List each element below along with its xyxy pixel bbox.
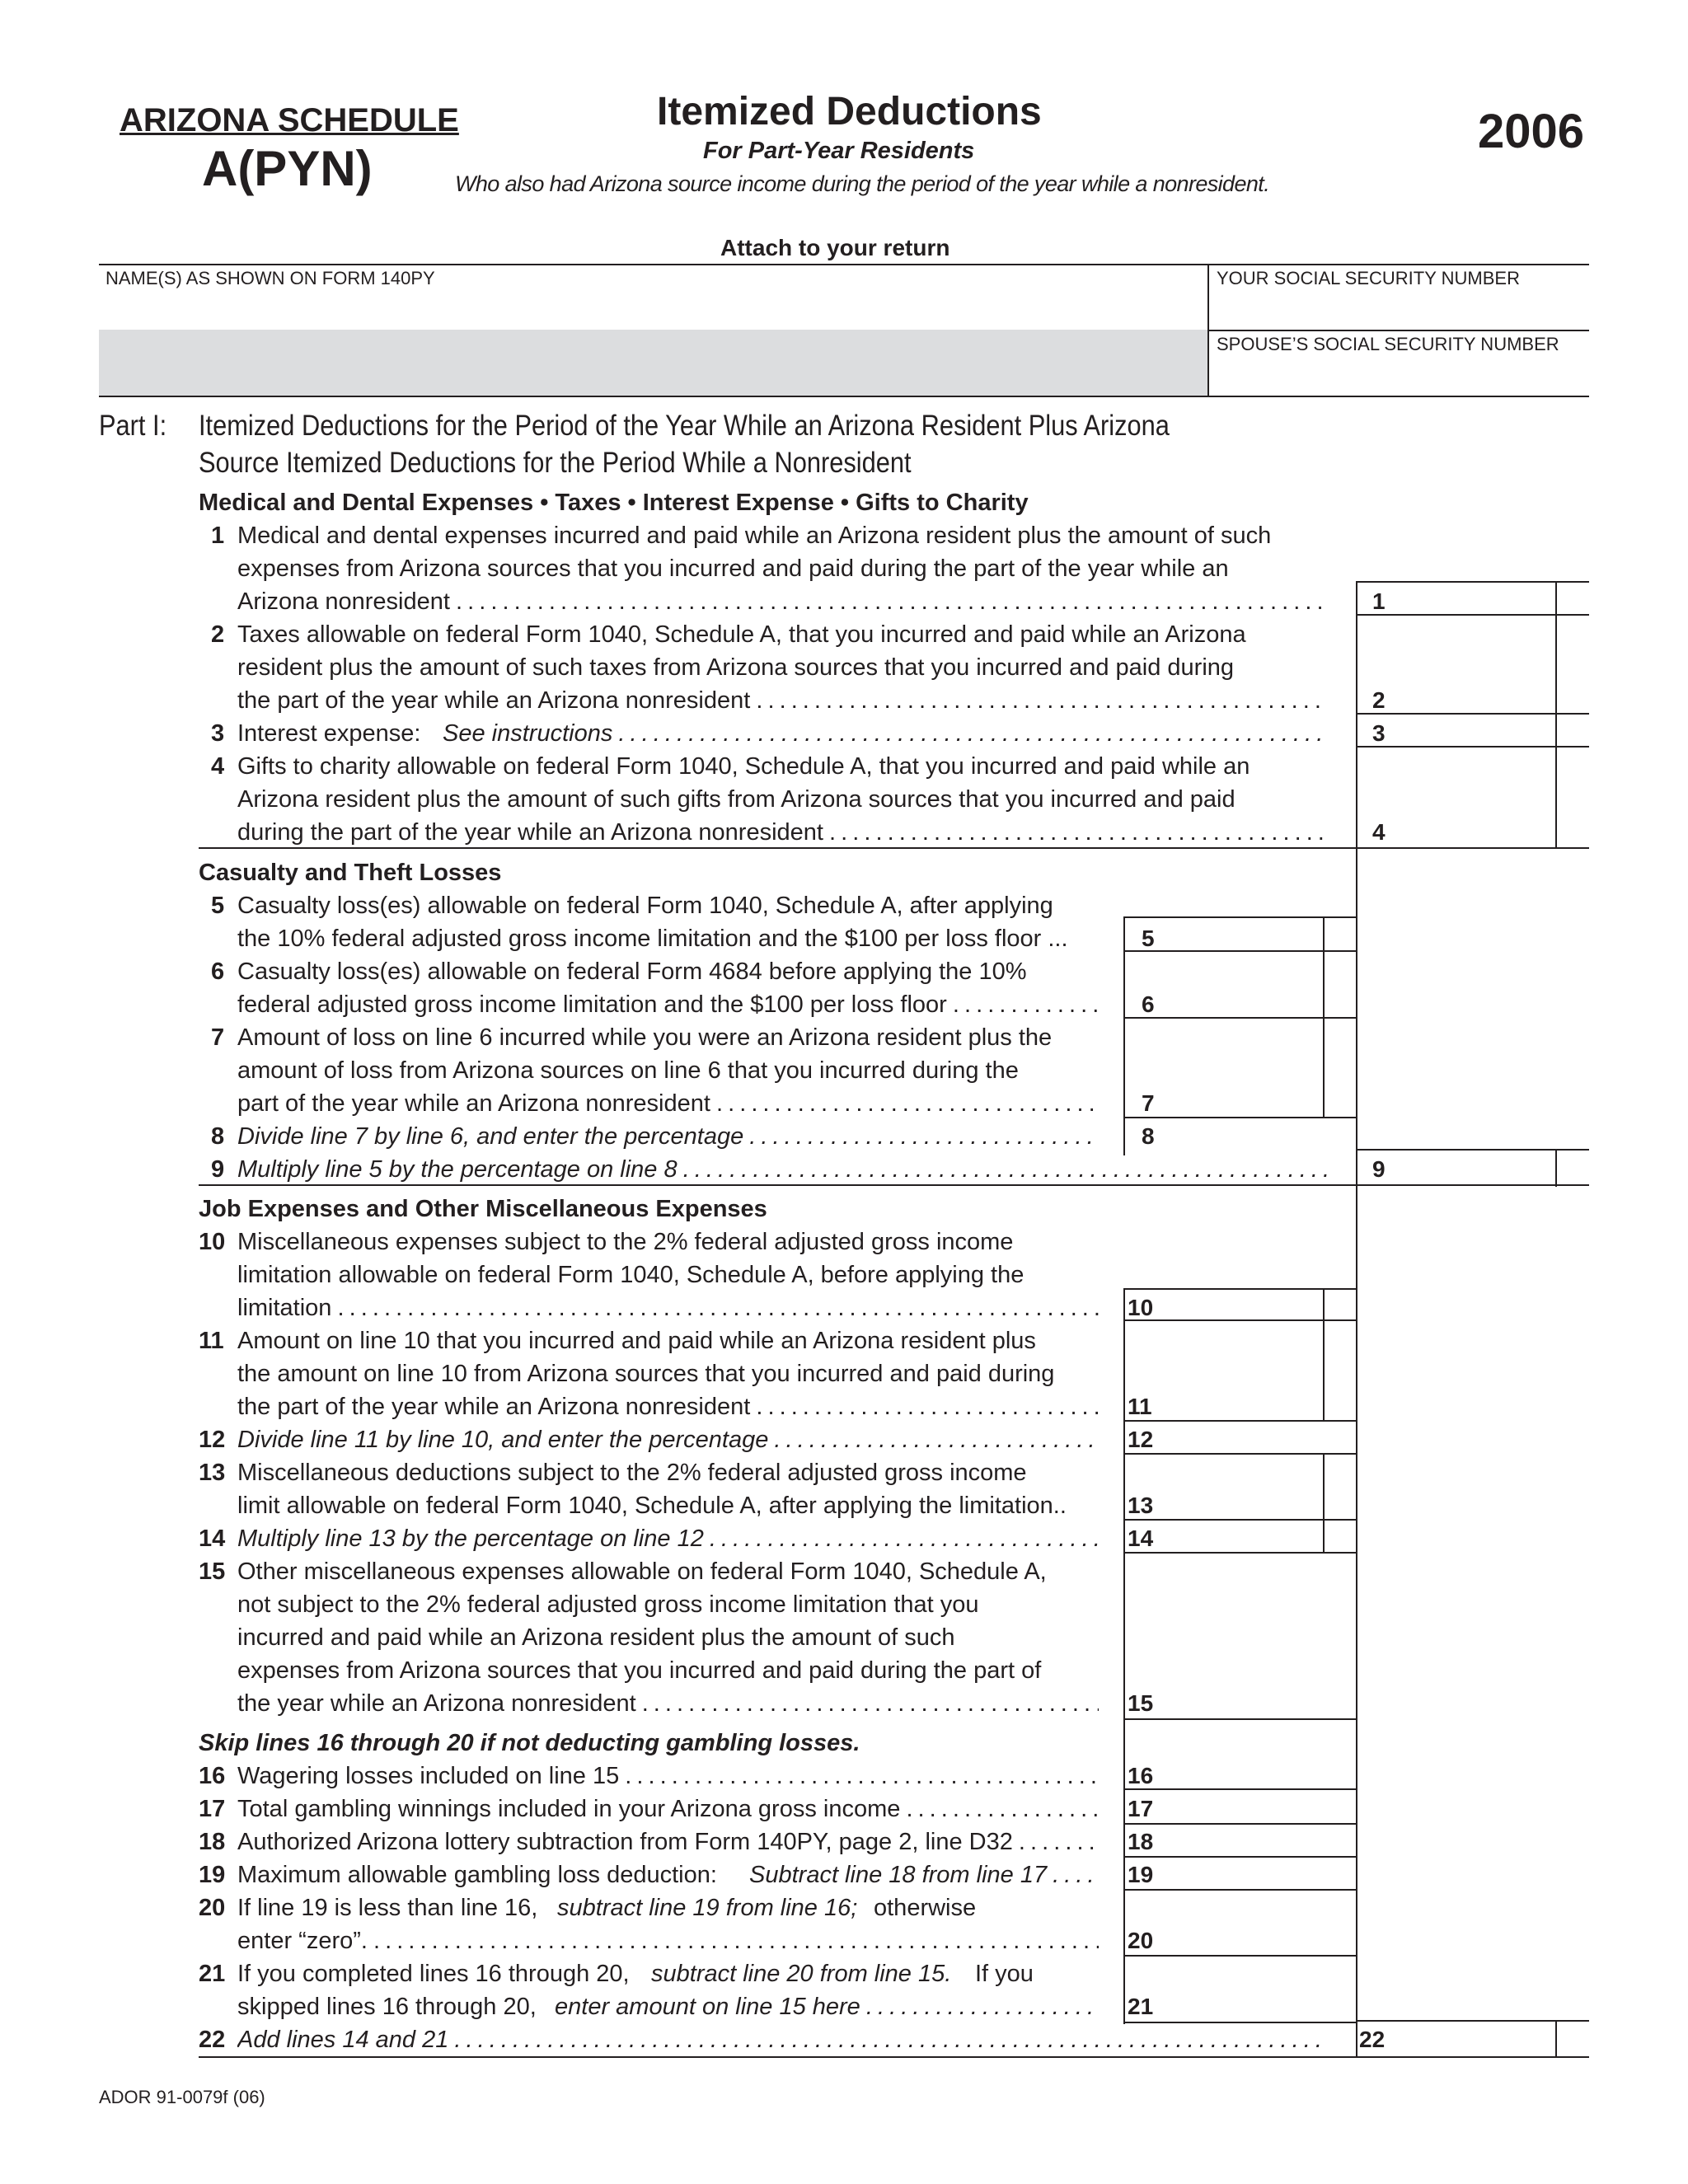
- line-1-text: Medical and dental expenses incurred and paid while an Arizona resident plus the amount of such: [237, 523, 1272, 549]
- rule: [1555, 1149, 1557, 1187]
- line-number: 19: [199, 1862, 226, 1888]
- line-14-amount[interactable]: [1160, 1521, 1322, 1552]
- line-19-text: Subtract line 18 from line 17 . . .: [749, 1862, 1099, 1889]
- line-7-text: amount of loss from Arizona sources on line 6 that you incurred during the: [237, 1057, 1019, 1084]
- line-number: 16: [199, 1763, 226, 1789]
- rule: [1123, 916, 1125, 1155]
- line-number: 9: [211, 1156, 225, 1183]
- line-21-text: skipped lines 16 through 20,: [237, 1994, 537, 2020]
- rule: [1123, 2022, 1357, 2023]
- line-11-text: Amount on line 10 that you incurred and paid while an Arizona resident plus: [237, 1328, 1036, 1354]
- line-box-number: 17: [1128, 1796, 1154, 1821]
- line-number: 13: [199, 1460, 226, 1486]
- line-box-number: 1: [1372, 588, 1386, 614]
- line-15-text: incurred and paid while an Arizona resident plus the amount of such: [237, 1624, 955, 1651]
- line-9-amount[interactable]: [1391, 1151, 1554, 1184]
- line-18-amount[interactable]: [1160, 1825, 1356, 1856]
- line-17-amount[interactable]: [1160, 1790, 1356, 1823]
- line-11-text: the part of the year while an Arizona nonresident . . .: [237, 1394, 1099, 1421]
- line-21-amount[interactable]: [1160, 1957, 1356, 2022]
- section-rule: [199, 1184, 1589, 1186]
- name-shaded-field: [99, 330, 1208, 396]
- line-2-text: resident plus the amount of such taxes from Arizona sources that you incurred and paid during: [237, 654, 1235, 681]
- line-22-amount[interactable]: [1391, 2022, 1554, 2056]
- line-20-text: If line 19 is less than line 16,: [237, 1895, 538, 1921]
- line-box-number: 2: [1372, 687, 1386, 713]
- line-5-text: the 10% federal adjusted gross income limitation and the $100 per loss floor ...: [237, 926, 1068, 952]
- line-box-number: 22: [1359, 2027, 1386, 2052]
- line-1-amount[interactable]: [1391, 583, 1554, 614]
- rule: [1208, 330, 1589, 331]
- line-20-text: otherwise: [874, 1895, 977, 1921]
- line-box-number: 6: [1142, 991, 1155, 1017]
- line-22-text: Add lines 14 and 21 . . .: [237, 2027, 1327, 2054]
- names-input[interactable]: [101, 290, 1205, 328]
- rule: [1207, 264, 1209, 396]
- line-17-text: Total gambling winnings included in your Arizona gross income . . .: [237, 1796, 1099, 1823]
- line-6-amount[interactable]: [1160, 952, 1322, 1017]
- line-15-text: the year while an Arizona nonresident . . .: [237, 1690, 1099, 1718]
- line-box-number: 4: [1372, 819, 1386, 845]
- line-number: 8: [211, 1123, 225, 1150]
- line-2-text: Taxes allowable on federal Form 1040, Schedule A, that you incurred and paid while an Arizona: [237, 621, 1246, 648]
- line-number: 18: [199, 1829, 226, 1855]
- schedule-id: A(PYN): [202, 141, 373, 196]
- line-7-text: part of the year while an Arizona nonresident . . .: [237, 1090, 1099, 1118]
- line-13-amount[interactable]: [1160, 1455, 1322, 1519]
- line-12-percentage[interactable]: [1160, 1422, 1356, 1453]
- line-box-number: 10: [1128, 1295, 1154, 1320]
- section-heading-medical: Medical and Dental Expenses • Taxes • Interest Expense • Gifts to Charity: [199, 490, 1029, 516]
- line-number: 21: [199, 1961, 226, 1987]
- line-2-text: the part of the year while an Arizona nonresident . . .: [237, 687, 1327, 715]
- part-title: Itemized Deductions for the Period of the Year While an Arizona Resident Plus Arizona: [199, 410, 1170, 442]
- line-box-number: 5: [1142, 926, 1155, 951]
- names-field-label: NAME(S) AS SHOWN ON FORM 140PY: [106, 268, 435, 288]
- spouse-ssn-field-label: SPOUSE’S SOCIAL SECURITY NUMBER: [1217, 334, 1559, 354]
- line-3-amount[interactable]: [1391, 715, 1554, 746]
- line-19-text: Maximum allowable gambling loss deduction:: [237, 1862, 717, 1888]
- line-number: 22: [199, 2027, 226, 2053]
- line-15-text: not subject to the 2% federal adjusted gross income limitation that you: [237, 1591, 979, 1618]
- line-7-amount[interactable]: [1160, 1019, 1322, 1117]
- line-20-text: subtract line 19 from line 16;: [557, 1895, 858, 1921]
- line-box-number: 19: [1128, 1862, 1154, 1887]
- line-4-text: Arizona resident plus the amount of such gifts from Arizona sources that you incurred and paid: [237, 786, 1236, 813]
- line-1-text: Arizona nonresident . . .: [237, 588, 1327, 616]
- line-number: 3: [211, 720, 225, 747]
- rule: [1323, 1453, 1325, 1552]
- line-21-text: enter amount on line 15 here . . .: [555, 1994, 1099, 2021]
- line-4-text: during the part of the year while an Arizona nonresident . . .: [237, 819, 1327, 846]
- line-box-number: 11: [1128, 1394, 1152, 1419]
- line-box-number: 14: [1128, 1526, 1154, 1551]
- line-number: 20: [199, 1895, 226, 1921]
- line-10-text: limitation . . .: [237, 1295, 1099, 1322]
- line-number: 10: [199, 1229, 226, 1255]
- line-16-amount[interactable]: [1160, 1720, 1356, 1788]
- line-15-text: Other miscellaneous expenses allowable on federal Form 1040, Schedule A,: [237, 1558, 1047, 1585]
- rule: [1323, 1288, 1325, 1420]
- line-13-text: limit allowable on federal Form 1040, Schedule A, after applying the limitation..: [237, 1493, 1067, 1519]
- section-heading-job-expenses: Job Expenses and Other Miscellaneous Expenses: [199, 1196, 767, 1222]
- attach-note: Attach to your return: [720, 235, 950, 260]
- line-4-amount[interactable]: [1391, 748, 1554, 846]
- rule: [1555, 581, 1557, 849]
- line-number: 14: [199, 1526, 226, 1552]
- line-3-text: See instructions . . .: [443, 720, 1327, 748]
- ssn-field-label: YOUR SOCIAL SECURITY NUMBER: [1217, 268, 1520, 288]
- line-box-number: 21: [1128, 1994, 1154, 2019]
- line-box-number: 12: [1128, 1427, 1154, 1452]
- line-box-number: 16: [1128, 1763, 1154, 1788]
- line-2-amount[interactable]: [1391, 616, 1554, 713]
- line-number: 17: [199, 1796, 226, 1822]
- section-rule: [199, 847, 1589, 849]
- line-21-text: If you completed lines 16 through 20,: [237, 1961, 630, 1987]
- line-box-number: 13: [1128, 1493, 1154, 1518]
- line-15-amount[interactable]: [1160, 1554, 1356, 1718]
- section-rule: [199, 2056, 1357, 2058]
- line-12-text: Divide line 11 by line 10, and enter the percentage . . .: [237, 1427, 1099, 1454]
- line-10-amount[interactable]: [1160, 1290, 1322, 1319]
- ssn-input[interactable]: [1212, 290, 1587, 328]
- line-14-text: Multiply line 13 by the percentage on line 12 . . .: [237, 1526, 1099, 1553]
- form-code: ADOR 91-0079f (06): [99, 2087, 265, 2107]
- form-subtitle: For Part-Year Residents: [703, 138, 975, 164]
- line-5-text: Casualty loss(es) allowable on federal Form 1040, Schedule A, after applying: [237, 893, 1053, 919]
- line-16-text: Wagering losses included on line 15 . . .: [237, 1763, 1099, 1790]
- skip-instruction: Skip lines 16 through 20 if not deducting gambling losses.: [199, 1730, 860, 1756]
- line-20-text: enter “zero”. . . .: [237, 1928, 1099, 1955]
- line-number: 15: [199, 1558, 226, 1585]
- line-number: 1: [211, 523, 225, 549]
- form-subtitle-note: Who also had Arizona source income during the period of the year while a nonresident.: [455, 171, 1270, 196]
- tax-year: 2006: [1478, 105, 1585, 158]
- line-10-text: Miscellaneous expenses subject to the 2% federal adjusted gross income: [237, 1229, 1014, 1255]
- line-box-number: 15: [1128, 1690, 1154, 1716]
- line-box-number: 20: [1128, 1928, 1154, 1953]
- line-box-number: 18: [1128, 1829, 1154, 1854]
- line-box-number: 8: [1142, 1123, 1155, 1149]
- line-11-text: the amount on line 10 from Arizona sources that you incurred and paid during: [237, 1361, 1055, 1387]
- line-10-text: limitation allowable on federal Form 1040, Schedule A, before applying the: [237, 1262, 1025, 1288]
- line-13-text: Miscellaneous deductions subject to the 2% federal adjusted gross income: [237, 1460, 1027, 1486]
- line-number: 2: [211, 621, 225, 648]
- line-1-text: expenses from Arizona sources that you incurred and paid during the part of the year while an: [237, 555, 1229, 582]
- line-number: 12: [199, 1427, 226, 1453]
- rule: [99, 264, 1589, 265]
- schedule-name: ARIZONA SCHEDULE: [120, 102, 459, 138]
- rule: [1356, 2056, 1589, 2058]
- part-title-cont: Source Itemized Deductions for the Period While a Nonresident: [199, 447, 912, 479]
- line-21-text: subtract line 20 from line 15.: [651, 1961, 952, 1987]
- line-8-percentage[interactable]: [1160, 1118, 1322, 1155]
- line-7-text: Amount of loss on line 6 incurred while you were an Arizona resident plus the: [237, 1024, 1053, 1051]
- line-3-text: Interest expense:: [237, 720, 421, 747]
- line-18-text: Authorized Arizona lottery subtraction from Form 140PY, page 2, line D32 . . .: [237, 1829, 1099, 1856]
- line-box-number: 7: [1142, 1090, 1155, 1116]
- line-11-amount[interactable]: [1160, 1321, 1322, 1420]
- form-title: Itemized Deductions: [657, 90, 1042, 134]
- line-5-amount[interactable]: [1160, 918, 1322, 950]
- line-number: 6: [211, 958, 225, 985]
- line-8-text: Divide line 7 by line 6, and enter the percentage . . .: [237, 1123, 1099, 1151]
- section-heading-casualty: Casualty and Theft Losses: [199, 860, 502, 886]
- line-number: 7: [211, 1024, 225, 1051]
- part-label: Part I:: [99, 410, 167, 442]
- line-number: 5: [211, 893, 225, 919]
- spouse-ssn-input[interactable]: [1212, 356, 1587, 394]
- line-box-number: 9: [1372, 1156, 1386, 1182]
- line-box-number: 3: [1372, 720, 1386, 746]
- line-6-text: Casualty loss(es) allowable on federal Form 4684 before applying the 10%: [237, 958, 1027, 985]
- rule: [99, 396, 1589, 397]
- line-9-text: Multiply line 5 by the percentage on line 8 . . .: [237, 1156, 1327, 1183]
- line-4-text: Gifts to charity allowable on federal Form 1040, Schedule A, that you incurred and paid while an: [237, 753, 1250, 780]
- line-number: 4: [211, 753, 225, 780]
- line-number: 11: [199, 1328, 224, 1354]
- line-20-amount[interactable]: [1160, 1891, 1356, 1955]
- line-6-text: federal adjusted gross income limitation and the $100 per loss floor . . .: [237, 991, 1099, 1019]
- rule: [1123, 1288, 1125, 2024]
- line-19-amount[interactable]: [1160, 1858, 1356, 1889]
- line-21-text: If you: [975, 1961, 1034, 1987]
- rule: [1555, 2020, 1557, 2058]
- line-15-text: expenses from Arizona sources that you incurred and paid during the part of: [237, 1657, 1042, 1684]
